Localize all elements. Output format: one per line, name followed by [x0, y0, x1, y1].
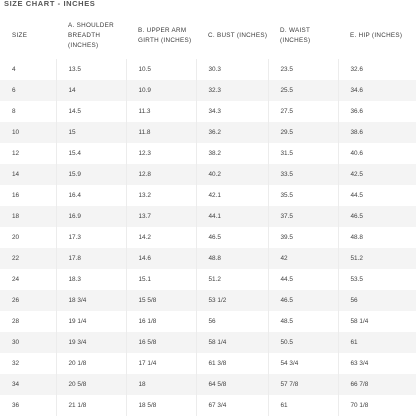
- shoulder-breadth-cell: 15.9: [56, 164, 126, 185]
- size-cell: 34: [12, 381, 20, 388]
- shoulder-breadth-cell: 14.5: [56, 101, 126, 122]
- hip-cell: 42.5: [338, 164, 416, 185]
- hip-cell: 32.6: [338, 59, 416, 80]
- header-shoulder-breadth: A. SHOULDER BREADTH (INCHES): [68, 21, 114, 49]
- upper-arm-girth-cell: 15.1: [126, 269, 196, 290]
- waist-cell: 31.5: [268, 143, 338, 164]
- header-size: SIZE: [12, 31, 28, 39]
- table-header-row: [0, 12, 416, 59]
- table-row: [0, 332, 416, 353]
- table-row: [0, 101, 416, 122]
- bust-cell: 38.2: [196, 143, 268, 164]
- size-cell: 30: [12, 339, 20, 346]
- size-cell: 18: [12, 213, 20, 220]
- waist-cell: 25.5: [268, 80, 338, 101]
- shoulder-breadth-cell: 20 1/8: [56, 353, 126, 374]
- size-cell: 36: [12, 402, 20, 409]
- size-cell: 4: [12, 66, 16, 73]
- table-row: [0, 290, 416, 311]
- size-cell: 10: [12, 129, 20, 136]
- header-upper-arm-girth: B. UPPER ARM GIRTH (INCHES): [138, 26, 192, 44]
- header-bust: C. BUST (INCHES): [208, 31, 268, 39]
- waist-cell: 57 7/8: [268, 374, 338, 395]
- table-row: [0, 164, 416, 185]
- table-row: [0, 80, 416, 101]
- shoulder-breadth-cell: 21 1/8: [56, 395, 126, 416]
- shoulder-breadth-cell: 19 3/4: [56, 332, 126, 353]
- hip-cell: 38.6: [338, 122, 416, 143]
- hip-cell: 70 1/8: [338, 395, 416, 416]
- hip-cell: 56: [338, 290, 416, 311]
- hip-cell: 51.2: [338, 248, 416, 269]
- bust-cell: 67 3/4: [196, 395, 268, 416]
- bust-cell: 53 1/2: [196, 290, 268, 311]
- table-row: [0, 269, 416, 290]
- hip-cell: 34.6: [338, 80, 416, 101]
- upper-arm-girth-cell: 16 1/8: [126, 311, 196, 332]
- bust-cell: 34.3: [196, 101, 268, 122]
- upper-arm-girth-cell: 16 5/8: [126, 332, 196, 353]
- bust-cell: 46.5: [196, 227, 268, 248]
- upper-arm-girth-cell: 14.2: [126, 227, 196, 248]
- shoulder-breadth-cell: 14: [56, 80, 126, 101]
- shoulder-breadth-cell: 19 1/4: [56, 311, 126, 332]
- table-row: [0, 143, 416, 164]
- size-cell: 22: [12, 255, 20, 262]
- shoulder-breadth-cell: 16.4: [56, 185, 126, 206]
- waist-cell: 50.5: [268, 332, 338, 353]
- bust-cell: 36.2: [196, 122, 268, 143]
- table-row: [0, 206, 416, 227]
- hip-cell: 40.6: [338, 143, 416, 164]
- table-row: [0, 185, 416, 206]
- upper-arm-girth-cell: 17 1/4: [126, 353, 196, 374]
- upper-arm-girth-cell: 12.8: [126, 164, 196, 185]
- bust-cell: 30.3: [196, 59, 268, 80]
- size-cell: 6: [12, 87, 16, 94]
- upper-arm-girth-cell: 15 5/8: [126, 290, 196, 311]
- table-row: [0, 311, 416, 332]
- waist-cell: 27.5: [268, 101, 338, 122]
- upper-arm-girth-cell: 14.6: [126, 248, 196, 269]
- shoulder-breadth-cell: 16.9: [56, 206, 126, 227]
- bust-cell: 51.2: [196, 269, 268, 290]
- hip-cell: 61: [338, 332, 416, 353]
- header-hip: E. HIP (INCHES): [350, 31, 403, 39]
- waist-cell: 61: [268, 395, 338, 416]
- upper-arm-girth-cell: 10.5: [126, 59, 196, 80]
- size-cell: 26: [12, 297, 20, 304]
- bust-cell: 32.3: [196, 80, 268, 101]
- shoulder-breadth-cell: 15: [56, 122, 126, 143]
- shoulder-breadth-cell: 17.8: [56, 248, 126, 269]
- waist-cell: 33.5: [268, 164, 338, 185]
- upper-arm-girth-cell: 13.7: [126, 206, 196, 227]
- hip-cell: 58 1/4: [338, 311, 416, 332]
- table-row: [0, 395, 416, 416]
- bust-cell: 44.1: [196, 206, 268, 227]
- shoulder-breadth-cell: 18.3: [56, 269, 126, 290]
- waist-cell: 48.5: [268, 311, 338, 332]
- hip-cell: 63 3/4: [338, 353, 416, 374]
- bust-cell: 48.8: [196, 248, 268, 269]
- shoulder-breadth-cell: 20 5/8: [56, 374, 126, 395]
- bust-cell: 42.1: [196, 185, 268, 206]
- table-row: [0, 227, 416, 248]
- size-cell: 8: [12, 108, 16, 115]
- size-cell: 12: [12, 150, 20, 157]
- upper-arm-girth-cell: 12.3: [126, 143, 196, 164]
- size-cell: 14: [12, 171, 20, 178]
- bust-cell: 40.2: [196, 164, 268, 185]
- size-cell: 28: [12, 318, 20, 325]
- waist-cell: 29.5: [268, 122, 338, 143]
- bust-cell: 56: [196, 311, 268, 332]
- hip-cell: 48.8: [338, 227, 416, 248]
- size-cell: 24: [12, 276, 20, 283]
- size-cell: 16: [12, 192, 20, 199]
- size-cell: 32: [12, 360, 20, 367]
- waist-cell: 42: [268, 248, 338, 269]
- waist-cell: 37.5: [268, 206, 338, 227]
- hip-cell: 46.5: [338, 206, 416, 227]
- waist-cell: 44.5: [268, 269, 338, 290]
- waist-cell: 23.5: [268, 59, 338, 80]
- bust-cell: 64 5/8: [196, 374, 268, 395]
- shoulder-breadth-cell: 15.4: [56, 143, 126, 164]
- hip-cell: 44.5: [338, 185, 416, 206]
- table-row: [0, 353, 416, 374]
- table-row: [0, 374, 416, 395]
- size-chart-table: [0, 12, 416, 420]
- bust-cell: 61 3/8: [196, 353, 268, 374]
- hip-cell: 36.6: [338, 101, 416, 122]
- bust-cell: 58 1/4: [196, 332, 268, 353]
- hip-cell: 66 7/8: [338, 374, 416, 395]
- upper-arm-girth-cell: 18 5/8: [126, 395, 196, 416]
- table-row: [0, 122, 416, 143]
- upper-arm-girth-cell: 10.9: [126, 80, 196, 101]
- waist-cell: 46.5: [268, 290, 338, 311]
- upper-arm-girth-cell: 11.8: [126, 122, 196, 143]
- hip-cell: 53.5: [338, 269, 416, 290]
- upper-arm-girth-cell: 11.3: [126, 101, 196, 122]
- upper-arm-girth-cell: 18: [126, 374, 196, 395]
- table-row: [0, 248, 416, 269]
- page-title: SIZE CHART - INCHES: [4, 0, 96, 8]
- shoulder-breadth-cell: 18 3/4: [56, 290, 126, 311]
- waist-cell: 39.5: [268, 227, 338, 248]
- shoulder-breadth-cell: 17.3: [56, 227, 126, 248]
- header-waist: D. WAIST (INCHES): [280, 26, 311, 44]
- upper-arm-girth-cell: 13.2: [126, 185, 196, 206]
- waist-cell: 35.5: [268, 185, 338, 206]
- table-row: [0, 59, 416, 80]
- size-cell: 20: [12, 234, 20, 241]
- shoulder-breadth-cell: 13.5: [56, 59, 126, 80]
- waist-cell: 54 3/4: [268, 353, 338, 374]
